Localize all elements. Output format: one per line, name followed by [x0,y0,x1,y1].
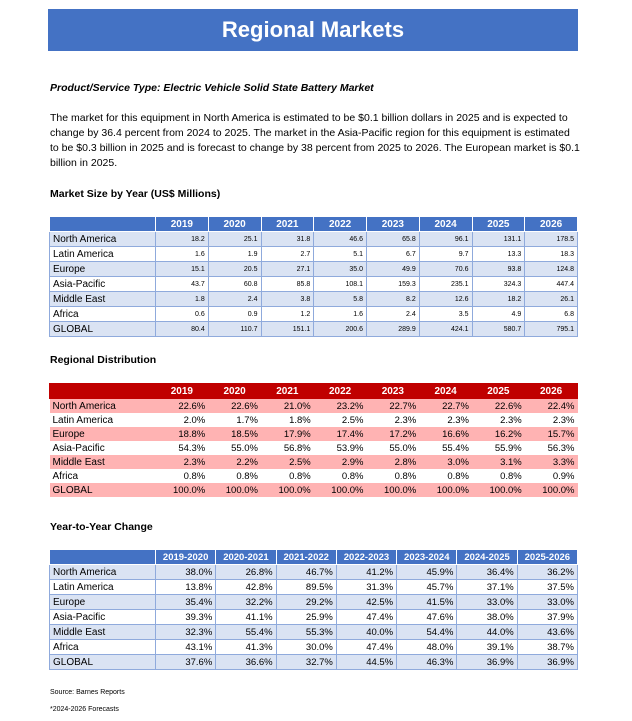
value-cell: 6.8 [525,307,578,322]
value-cell: 159.3 [367,277,420,292]
value-cell: 44.5% [336,655,396,670]
table-row [50,247,578,262]
table-header-row [50,384,578,399]
value-cell: 0.8% [261,469,314,483]
value-cell: 1.8% [261,413,314,427]
market-summary-paragraph: The market for this equipment in North America is estimated to be $0.1 billion dollars in 2025 and is expected to change by 36.4 percent from 2024 to 2025. The market in the Asia-Pacific region for this equipment is estimated to be $0.3 billion in 2025 and is forecast to change by 38 percent from 2025 to 2026. The European market is $0.1 billion in 2025. [50,112,580,169]
value-cell: 48.0% [397,640,457,655]
value-cell: 3.8 [261,292,314,307]
region-name-cell: Asia-Pacific [50,441,156,455]
value-cell: 1.8 [156,292,209,307]
table-header-row [50,550,578,565]
value-cell: 55.4% [419,441,472,455]
value-cell: 46.6 [314,232,367,247]
value-cell: 37.5% [517,580,577,595]
table-row [50,441,578,455]
value-cell: 100.0% [208,483,261,497]
value-cell: 43.1% [156,640,216,655]
regional-distribution-title: Regional Distribution [50,354,157,366]
value-cell: 31.3% [336,580,396,595]
region-name-cell: Middle East [50,625,156,640]
value-cell: 17.4% [314,427,367,441]
region-name-cell: GLOBAL [50,322,156,337]
column-header: 2020 [208,217,261,232]
value-cell: 55.9% [472,441,525,455]
value-cell: 13.3 [472,247,525,262]
value-cell: 22.7% [367,399,420,414]
region-name-cell: GLOBAL [50,483,156,497]
value-cell: 2.3% [472,413,525,427]
value-cell: 795.1 [525,322,578,337]
column-header: 2019 [156,384,209,399]
value-cell: 16.6% [419,427,472,441]
region-name-cell: Africa [50,640,156,655]
value-cell: 100.0% [525,483,578,497]
value-cell: 8.2 [367,292,420,307]
value-cell: 124.8 [525,262,578,277]
value-cell: 235.1 [419,277,472,292]
value-cell: 45.7% [397,580,457,595]
value-cell: 89.5% [276,580,336,595]
value-cell: 18.2 [156,232,209,247]
value-cell: 54.3% [156,441,209,455]
value-cell: 1.9 [208,247,261,262]
region-name-cell: Middle East [50,292,156,307]
value-cell: 85.8 [261,277,314,292]
value-cell: 0.8% [367,469,420,483]
value-cell: 18.2 [472,292,525,307]
column-header: 2022 [314,384,367,399]
value-cell: 35.0 [314,262,367,277]
value-cell: 151.1 [261,322,314,337]
regional-distribution-table [49,383,578,497]
value-cell: 55.3% [276,625,336,640]
value-cell: 289.9 [367,322,420,337]
value-cell: 35.4% [156,595,216,610]
value-cell: 22.4% [525,399,578,414]
table-row [50,640,578,655]
column-header: 2019-2020 [156,550,216,565]
value-cell: 65.8 [367,232,420,247]
region-name-cell: Europe [50,427,156,441]
value-cell: 25.9% [276,610,336,625]
table-row [50,262,578,277]
value-cell: 1.2 [261,307,314,322]
value-cell: 0.8% [472,469,525,483]
region-name-cell: Middle East [50,455,156,469]
value-cell: 41.2% [336,565,396,580]
value-cell: 38.7% [517,640,577,655]
value-cell: 3.1% [472,455,525,469]
value-cell: 15.1 [156,262,209,277]
region-name-cell: Latin America [50,247,156,262]
table-header-row [50,217,578,232]
value-cell: 55.0% [208,441,261,455]
region-name-cell: Latin America [50,413,156,427]
value-cell: 22.6% [208,399,261,414]
value-cell: 42.5% [336,595,396,610]
value-cell: 60.8 [208,277,261,292]
column-header: 2025 [472,384,525,399]
region-name-cell: North America [50,232,156,247]
value-cell: 178.5 [525,232,578,247]
column-header: 2023-2024 [397,550,457,565]
region-name-cell: Asia-Pacific [50,610,156,625]
value-cell: 0.6 [156,307,209,322]
value-cell: 12.6 [419,292,472,307]
header-corner-cell [50,550,156,565]
value-cell: 30.0% [276,640,336,655]
region-name-cell: Africa [50,307,156,322]
column-header: 2021 [261,384,314,399]
value-cell: 17.2% [367,427,420,441]
value-cell: 6.7 [367,247,420,262]
value-cell: 25.1 [208,232,261,247]
table-row [50,610,578,625]
value-cell: 18.8% [156,427,209,441]
table-row [50,399,578,414]
value-cell: 0.8% [419,469,472,483]
table-row [50,322,578,337]
value-cell: 2.3% [156,455,209,469]
table-row [50,565,578,580]
value-cell: 38.0% [457,610,517,625]
value-cell: 39.3% [156,610,216,625]
value-cell: 100.0% [156,483,209,497]
table-row [50,427,578,441]
value-cell: 17.9% [261,427,314,441]
value-cell: 36.2% [517,565,577,580]
value-cell: 18.3 [525,247,578,262]
value-cell: 33.0% [517,595,577,610]
product-type-subtitle: Product/Service Type: Electric Vehicle Solid State Battery Market [50,82,374,94]
value-cell: 108.1 [314,277,367,292]
value-cell: 93.8 [472,262,525,277]
table-row [50,232,578,247]
value-cell: 447.4 [525,277,578,292]
value-cell: 2.5% [261,455,314,469]
value-cell: 100.0% [314,483,367,497]
value-cell: 110.7 [208,322,261,337]
value-cell: 41.1% [216,610,276,625]
value-cell: 100.0% [472,483,525,497]
value-cell: 43.7 [156,277,209,292]
value-cell: 2.8% [367,455,420,469]
value-cell: 2.3% [367,413,420,427]
column-header: 2021 [261,217,314,232]
value-cell: 2.3% [525,413,578,427]
region-name-cell: Europe [50,595,156,610]
value-cell: 3.3% [525,455,578,469]
value-cell: 2.0% [156,413,209,427]
value-cell: 42.8% [216,580,276,595]
value-cell: 23.2% [314,399,367,414]
value-cell: 36.6% [216,655,276,670]
value-cell: 0.9% [525,469,578,483]
value-cell: 1.7% [208,413,261,427]
value-cell: 96.1 [419,232,472,247]
column-header: 2020-2021 [216,550,276,565]
value-cell: 2.7 [261,247,314,262]
table-row [50,277,578,292]
value-cell: 49.9 [367,262,420,277]
column-header: 2025 [472,217,525,232]
value-cell: 47.4% [336,640,396,655]
column-header: 2026 [525,384,578,399]
value-cell: 55.0% [367,441,420,455]
value-cell: 40.0% [336,625,396,640]
column-header: 2022 [314,217,367,232]
column-header: 2021-2022 [276,550,336,565]
value-cell: 1.6 [314,307,367,322]
value-cell: 22.6% [156,399,209,414]
value-cell: 1.6 [156,247,209,262]
value-cell: 36.9% [457,655,517,670]
column-header: 2025-2026 [517,550,577,565]
value-cell: 41.3% [216,640,276,655]
value-cell: 26.1 [525,292,578,307]
column-header: 2023 [367,217,420,232]
forecast-note: *2024-2026 Forecasts [50,706,119,713]
table-row [50,625,578,640]
table-row [50,595,578,610]
value-cell: 55.4% [216,625,276,640]
value-cell: 53.9% [314,441,367,455]
column-header: 2026 [525,217,578,232]
value-cell: 29.2% [276,595,336,610]
value-cell: 45.9% [397,565,457,580]
value-cell: 2.9% [314,455,367,469]
table-row [50,455,578,469]
market-size-title: Market Size by Year (US$ Millions) [50,188,221,200]
year-to-year-title: Year-to-Year Change [50,521,153,533]
column-header: 2022-2023 [336,550,396,565]
value-cell: 2.4 [208,292,261,307]
value-cell: 31.8 [261,232,314,247]
table-row [50,292,578,307]
value-cell: 200.6 [314,322,367,337]
value-cell: 36.4% [457,565,517,580]
value-cell: 3.5 [419,307,472,322]
value-cell: 32.3% [156,625,216,640]
value-cell: 47.4% [336,610,396,625]
value-cell: 32.7% [276,655,336,670]
value-cell: 16.2% [472,427,525,441]
value-cell: 37.9% [517,610,577,625]
value-cell: 56.8% [261,441,314,455]
value-cell: 43.6% [517,625,577,640]
value-cell: 32.2% [216,595,276,610]
value-cell: 2.4 [367,307,420,322]
column-header: 2024-2025 [457,550,517,565]
column-header: 2024 [419,217,472,232]
value-cell: 70.6 [419,262,472,277]
value-cell: 21.0% [261,399,314,414]
value-cell: 2.2% [208,455,261,469]
page-title: Regional Markets [48,9,578,51]
value-cell: 131.1 [472,232,525,247]
value-cell: 27.1 [261,262,314,277]
column-header: 2024 [419,384,472,399]
value-cell: 0.8% [156,469,209,483]
value-cell: 13.8% [156,580,216,595]
table-row [50,307,578,322]
region-name-cell: Latin America [50,580,156,595]
value-cell: 100.0% [367,483,420,497]
value-cell: 22.6% [472,399,525,414]
value-cell: 0.8% [314,469,367,483]
table-row [50,469,578,483]
value-cell: 41.5% [397,595,457,610]
value-cell: 3.0% [419,455,472,469]
region-name-cell: North America [50,399,156,414]
column-header: 2020 [208,384,261,399]
value-cell: 15.7% [525,427,578,441]
value-cell: 80.4 [156,322,209,337]
region-name-cell: Europe [50,262,156,277]
value-cell: 44.0% [457,625,517,640]
value-cell: 2.5% [314,413,367,427]
region-name-cell: Asia-Pacific [50,277,156,292]
value-cell: 39.1% [457,640,517,655]
value-cell: 46.3% [397,655,457,670]
value-cell: 100.0% [419,483,472,497]
column-header: 2023 [367,384,420,399]
header-corner-cell [50,217,156,232]
value-cell: 4.9 [472,307,525,322]
table-row [50,580,578,595]
value-cell: 5.1 [314,247,367,262]
region-name-cell: Africa [50,469,156,483]
market-size-table [49,216,578,337]
value-cell: 26.8% [216,565,276,580]
value-cell: 36.9% [517,655,577,670]
value-cell: 2.3% [419,413,472,427]
region-name-cell: GLOBAL [50,655,156,670]
value-cell: 0.8% [208,469,261,483]
value-cell: 424.1 [419,322,472,337]
value-cell: 580.7 [472,322,525,337]
value-cell: 9.7 [419,247,472,262]
value-cell: 100.0% [261,483,314,497]
value-cell: 38.0% [156,565,216,580]
value-cell: 56.3% [525,441,578,455]
value-cell: 54.4% [397,625,457,640]
table-row [50,413,578,427]
table-row [50,483,578,497]
table-row [50,655,578,670]
column-header: 2019 [156,217,209,232]
value-cell: 20.5 [208,262,261,277]
value-cell: 324.3 [472,277,525,292]
region-name-cell: North America [50,565,156,580]
value-cell: 37.6% [156,655,216,670]
year-to-year-table [49,549,578,670]
value-cell: 47.6% [397,610,457,625]
value-cell: 0.9 [208,307,261,322]
value-cell: 5.8 [314,292,367,307]
value-cell: 33.0% [457,595,517,610]
value-cell: 18.5% [208,427,261,441]
source-note: Source: Barnes Reports [50,689,125,696]
header-corner-cell [50,384,156,399]
value-cell: 37.1% [457,580,517,595]
value-cell: 22.7% [419,399,472,414]
value-cell: 46.7% [276,565,336,580]
